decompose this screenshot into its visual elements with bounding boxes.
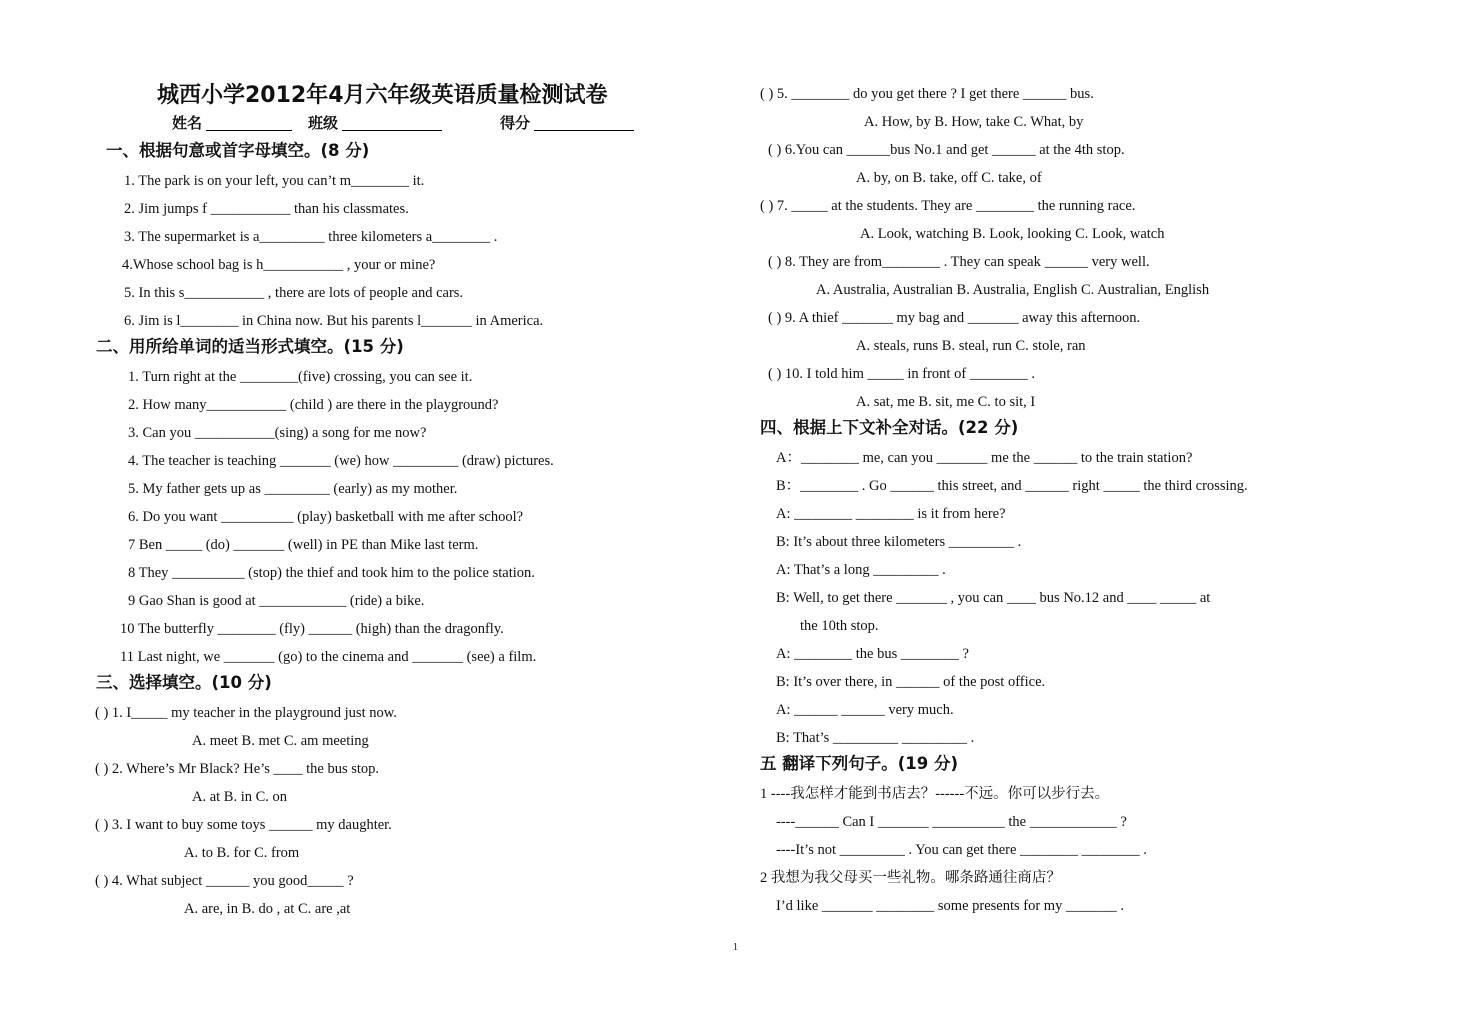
s3-options-4: A. are, in B. do , at C. are ,at bbox=[184, 901, 351, 917]
s3-options-10: A. sat, me B. sit, me C. to sit, I bbox=[856, 394, 1036, 410]
translate-1-prompt: 1 ----我怎样才能到书店去？------不远。你可以步行去。 bbox=[760, 786, 1110, 802]
s3-question-2: ( ) 2. Where’s Mr Black? He’s ____ the bus stop. bbox=[95, 761, 380, 777]
s2-item-5: 5. My father gets up as _________ (early) as my mother. bbox=[128, 481, 458, 497]
s2-item-11: 11 Last night, we _______ (go) to the cinema and _______ (see) a film. bbox=[120, 649, 537, 665]
class-blank bbox=[342, 130, 442, 131]
s3-question-1: ( ) 1. I_____ my teacher in the playground just now. bbox=[95, 705, 397, 721]
s3-question-3: ( ) 3. I want to buy some toys ______ my daughter. bbox=[95, 817, 392, 833]
s1-item-1: 1. The park is on your left, you can’t m________ it. bbox=[124, 173, 425, 189]
s3-question-10: ( ) 10. I told him _____ in front of ________ . bbox=[768, 366, 1036, 382]
translate-2-line: I’d like _______ ________ some presents for my _______ . bbox=[776, 898, 1124, 914]
name-blank bbox=[206, 130, 292, 131]
s3-options-5: A. How, by B. How, take C. What, by bbox=[864, 114, 1084, 130]
s3-options-7: A. Look, watching B. Look, looking C. Look, watch bbox=[860, 226, 1165, 242]
s2-item-9: 9 Gao Shan is good at ____________ (ride) a bike. bbox=[128, 593, 425, 609]
section-2-heading: 二、用所给单词的适当形式填空。(15 分) bbox=[96, 337, 404, 356]
name-label: 姓名 bbox=[172, 114, 203, 132]
section-3-heading: 三、选择填空。(10 分) bbox=[96, 673, 272, 692]
s1-item-5: 5. In this s___________ , there are lots of people and cars. bbox=[124, 285, 464, 301]
s2-item-6: 6. Do you want __________ (play) basketball with me after school? bbox=[128, 509, 524, 525]
s3-question-8: ( ) 8. They are from________ . They can speak ______ very well. bbox=[768, 254, 1150, 270]
dialog-line-3: A: ________ ________ is it from here? bbox=[776, 506, 1006, 522]
s1-item-3: 3. The supermarket is a_________ three kilometers a________ . bbox=[124, 229, 498, 245]
s3-options-6: A. by, on B. take, off C. take, of bbox=[856, 170, 1042, 186]
translate-1-line-a: ----______ Can I _______ __________ the ____________ ? bbox=[776, 814, 1127, 830]
dialog-line-9: A: ______ ______ very much. bbox=[776, 702, 954, 718]
s2-item-7: 7 Ben _____ (do) _______ (well) in PE than Mike last term. bbox=[128, 537, 479, 553]
score-blank bbox=[534, 130, 634, 131]
dialog-line-8: B: It’s over there, in ______ of the post office. bbox=[776, 674, 1046, 690]
dialog-line-5: A: That’s a long _________ . bbox=[776, 562, 946, 578]
s2-item-4: 4. The teacher is teaching _______ (we) how _________ (draw) pictures. bbox=[128, 453, 554, 469]
s2-item-1: 1. Turn right at the ________(five) crossing, you can see it. bbox=[128, 369, 473, 385]
page-number: 1 bbox=[733, 942, 738, 953]
section-1-heading: 一、根据句意或首字母填空。(8 分) bbox=[106, 141, 370, 160]
s3-options-3: A. to B. for C. from bbox=[184, 845, 300, 861]
s3-question-7: ( ) 7. _____ at the students. They are ________ the running race. bbox=[760, 198, 1136, 214]
score-label: 得分 bbox=[500, 114, 531, 132]
s2-item-2: 2. How many___________ (child ) are there in the playground? bbox=[128, 397, 499, 413]
dialog-line-6-cont: the 10th stop. bbox=[800, 618, 879, 634]
translate-2-prompt: 2 我想为我父母买一些礼物。哪条路通往商店？ bbox=[760, 870, 1061, 886]
s3-question-4: ( ) 4. What subject ______ you good_____ ? bbox=[95, 873, 354, 889]
dialog-line-7: A: ________ the bus ________ ? bbox=[776, 646, 969, 662]
translate-1-line-b: ----It’s not _________ . You can get there ________ ________ . bbox=[776, 842, 1147, 858]
dialog-line-1: A：________ me, can you _______ me the ______ to the train station? bbox=[776, 450, 1193, 466]
class-label: 班级 bbox=[308, 114, 339, 132]
s3-options-2: A. at B. in C. on bbox=[192, 789, 288, 805]
s1-item-4: 4.Whose school bag is h___________ , your or mine? bbox=[122, 257, 436, 273]
dialog-line-6: B: Well, to get there _______ , you can ____ bus No.12 and ____ _____ at bbox=[776, 590, 1211, 606]
s2-item-8: 8 They __________ (stop) the thief and took him to the police station. bbox=[128, 565, 535, 581]
s3-question-6: ( ) 6.You can ______bus No.1 and get ______ at the 4th stop. bbox=[768, 142, 1125, 158]
s2-item-10: 10 The butterfly ________ (fly) ______ (high) than the dragonfly. bbox=[120, 621, 504, 637]
s2-item-3: 3. Can you ___________(sing) a song for me now? bbox=[128, 425, 427, 441]
dialog-line-2: B：________ . Go ______ this street, and ______ right _____ the third crossing. bbox=[776, 478, 1248, 494]
s3-options-1: A. meet B. met C. am meeting bbox=[192, 733, 369, 749]
s1-item-6: 6. Jim is l________ in China now. But his parents l_______ in America. bbox=[124, 313, 544, 329]
dialog-line-4: B: It’s about three kilometers _________ . bbox=[776, 534, 1022, 550]
exam-title: 城西小学2012年4月六年级英语质量检测试卷 bbox=[157, 83, 608, 108]
section-5-heading: 五 翻译下列句子。(19 分) bbox=[760, 754, 959, 773]
section-4-heading: 四、根据上下文补全对话。(22 分) bbox=[760, 418, 1019, 437]
s3-options-8: A. Australia, Australian B. Australia, English C. Australian, English bbox=[816, 282, 1210, 298]
dialog-line-10: B: That’s _________ _________ . bbox=[776, 730, 975, 746]
s1-item-2: 2. Jim jumps f ___________ than his classmates. bbox=[124, 201, 409, 217]
s3-question-9: ( ) 9. A thief _______ my bag and _______ away this afternoon. bbox=[768, 310, 1141, 326]
s3-question-5: ( ) 5. ________ do you get there ? I get there ______ bus. bbox=[760, 86, 1094, 102]
s3-options-9: A. steals, runs B. steal, run C. stole, ran bbox=[856, 338, 1086, 354]
